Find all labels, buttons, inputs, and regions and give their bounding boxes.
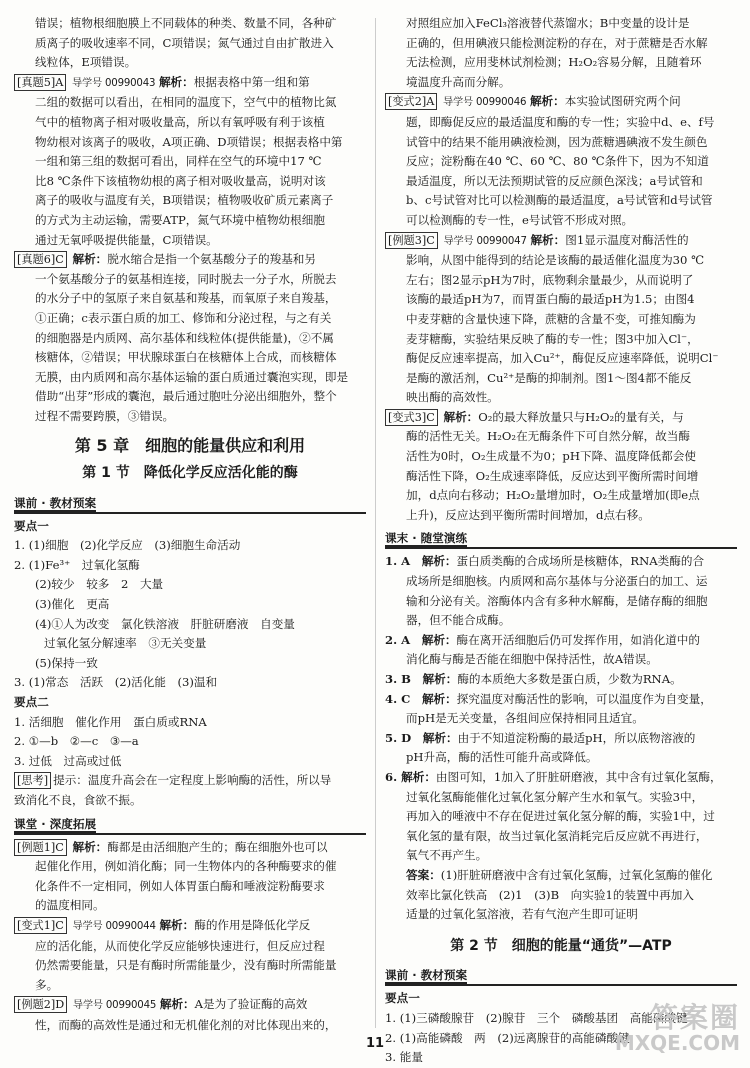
guide-number: 导学号 00990044 bbox=[72, 920, 156, 932]
right-column bbox=[385, 14, 737, 1068]
text-line: 脱水缩合是指一个氨基酸分子的羧基和另 bbox=[107, 252, 316, 267]
text-line: pH升高，酶的活性可能升高或降低。 bbox=[406, 750, 598, 765]
answer-line: 1. (1)细胞 (2)化学反应 (3)细胞生命活动 bbox=[14, 538, 241, 553]
text-line: 的水分子中的氢原子来自氨基和羧基，而氧原子来自羧基， bbox=[35, 291, 337, 306]
section-bar bbox=[385, 529, 737, 549]
text-line: 效率比氯化铁高 (2)1 (3)B 向实验1的装置中再加入 bbox=[406, 887, 694, 902]
text-line: 输和分泌有关。溶酶体内含有多种水解酶，是储存酶的细胞 bbox=[406, 593, 708, 608]
question-number: 5. D 解析： bbox=[385, 730, 458, 745]
key-point-heading: 要点二 bbox=[14, 695, 49, 709]
text-line: 多。 bbox=[35, 977, 59, 992]
question-4 bbox=[385, 690, 737, 710]
section-bar-label: 课前 · 教材预案 bbox=[385, 968, 467, 985]
analysis-label: 解析： bbox=[72, 252, 108, 267]
text-line: 过程不需要跨膜，③错误。 bbox=[35, 408, 175, 423]
text-line: 由于不知道淀粉酶的最适pH，所以底物溶液的 bbox=[457, 730, 696, 745]
analysis-label: 解析： bbox=[529, 94, 565, 109]
text-line: 酶的活性无关。H₂O₂在无酶条件下可自然分解，故当酶 bbox=[406, 429, 690, 444]
answer-line: 1. (1)三磷酸腺苷 (2)腺苷 三个 磷酸基团 高能磷酸键 bbox=[385, 1010, 688, 1025]
think-item bbox=[14, 771, 366, 791]
text-line: 仍然需要能量，只是有酶时所需能量少，没有酶时所需能量 bbox=[35, 958, 337, 973]
text-line: 化条件不一定相同，例如人体胃蛋白酶和唾液淀粉酶要求 bbox=[35, 878, 325, 893]
answer-line: (2)较少 较多 2 大量 bbox=[35, 577, 164, 592]
text-line: 中麦芽糖的含量快速下降，蔗糖的含量不变，可推知酶为 bbox=[406, 311, 696, 326]
answer-line: (5)保持一致 bbox=[35, 655, 98, 670]
text-line: A是为了验证酶的高效 bbox=[194, 997, 308, 1012]
item-tag: [变式1]C bbox=[14, 917, 67, 934]
text-line: 左右；图2显示pH为7时，底物剩余量最少，从而说明了 bbox=[406, 272, 694, 287]
item-tag: [例题1]C bbox=[14, 839, 67, 856]
chapter-title: 第 5 章 细胞的能量供应和利用 bbox=[74, 436, 306, 456]
text-line: 氧化氢的量有限，故当过氧化氢消耗完后反应就不再进行， bbox=[406, 828, 708, 843]
text-line: 的温度相同。 bbox=[35, 898, 105, 913]
item-tag: [思考] bbox=[14, 772, 51, 789]
text-line: 借助“出芽”形成的囊泡，最后通过胞吐分泌出细胞外，整个 bbox=[35, 389, 337, 404]
answer-line: 2. ①—b ②—c ③—a bbox=[14, 734, 139, 749]
text-line: 适量的过氧化氢溶液，若有气泡产生即可证明 bbox=[406, 907, 638, 922]
text-line: 二组的数据可以看出，在相同的温度下，空气中的植物比氮 bbox=[35, 95, 337, 110]
section-title: 第 2 节 细胞的能量“通货”—ATP bbox=[450, 937, 672, 954]
text-line: 消化酶与酶是否能在细胞中保持活性，故A错误。 bbox=[406, 652, 658, 667]
answer-line: 2. (1)Fe³⁺ 过氧化氢酶 bbox=[14, 557, 140, 572]
text-line: 气中的植物离子相对吸收量高，所以有氧呼吸有利于该植 bbox=[35, 114, 325, 129]
text-line: 提示：温度升高会在一定程度上影响酶的活性，所以导 bbox=[53, 773, 332, 788]
answer-label: 答案： bbox=[406, 867, 441, 882]
analysis-label: 解析： bbox=[159, 997, 195, 1012]
variant-item-1 bbox=[14, 916, 366, 937]
section-bar-label: 课堂 · 深度拓展 bbox=[14, 817, 96, 834]
text-line: 蛋白质类酶的合成场所是核糖体，RNA类酶的合 bbox=[456, 554, 705, 569]
watermark-text: 答案圈 bbox=[649, 1001, 740, 1034]
section-bar-label: 课末 · 随堂演练 bbox=[385, 531, 467, 548]
text-line: 麦芽糖酶，实验结果反映了酶的专一性；图3中加入Cl⁻， bbox=[406, 331, 699, 346]
guide-number: 导学号 00990047 bbox=[443, 235, 527, 247]
item-tag: [真题5]A bbox=[14, 74, 66, 91]
item-tag: [例题2]D bbox=[14, 996, 67, 1013]
text-line: (1)肝脏研磨液中含有过氧化氢酶，过氧化氢酶的催化 bbox=[440, 867, 713, 882]
answer-line: 3. 能量 bbox=[385, 1050, 423, 1065]
text-line: 酶活性下降，O₂生成速率降低，反应达到平衡所需时间增 bbox=[406, 468, 699, 483]
text-line: 酶的本质绝大多数是蛋白质，少数为RNA。 bbox=[457, 672, 682, 686]
variant-item-2 bbox=[385, 92, 737, 113]
item-tag: [变式2]A bbox=[385, 93, 437, 110]
question-number: 3. B 解析： bbox=[385, 672, 458, 686]
text-line: 试管中的结果不能用碘液检测，因为蔗糖遇碘液不发生颜色 bbox=[406, 134, 708, 149]
text-line: O₂的最大释放量只与H₂O₂的量有关，与 bbox=[478, 409, 684, 424]
left-column bbox=[14, 14, 366, 1036]
text-line: 再加入的唾液中不存在促进过氧化氢分解的酶，实验1中，过 bbox=[406, 809, 715, 824]
question-6 bbox=[385, 768, 737, 788]
analysis-label: 解析： bbox=[72, 839, 108, 854]
guide-number: 导学号 00990046 bbox=[443, 97, 527, 109]
text-line: 器，但不能合成酶。 bbox=[406, 613, 511, 628]
text-line: 无膜，由内质网和高尔基体运输的蛋白质通过囊泡实现，即是 bbox=[35, 369, 349, 384]
text-line: 根据表格中第一组和第 bbox=[193, 74, 310, 89]
text-line: 一组和第三组的数据可看出，同样在空气的环境中17 ℃ bbox=[35, 154, 322, 169]
question-number: 6. 解析： bbox=[385, 769, 436, 784]
text-line: 线粒体，E项错误。 bbox=[35, 55, 137, 70]
key-point-heading: 要点一 bbox=[14, 518, 49, 533]
text-line: 氧气不再产生。 bbox=[406, 848, 488, 863]
text-line: 是酶的激活剂，Cu²⁺是酶的抑制剂。图1～图4都不能反 bbox=[406, 370, 692, 385]
section-bar bbox=[14, 815, 366, 835]
variant-item-3 bbox=[385, 408, 737, 428]
text-line: 而pH是无关变量，各组间应保持相同且适宜。 bbox=[406, 711, 644, 726]
text-line: 通过无氧呼吸提供能量，C项错误。 bbox=[35, 232, 218, 247]
question-3 bbox=[385, 670, 737, 690]
question-number: 2. A 解析： bbox=[385, 632, 457, 647]
answer-line: (3)催化 更高 bbox=[35, 597, 110, 612]
analysis-label: 解析： bbox=[443, 409, 479, 424]
text-line: 图1显示温度对酶活性的 bbox=[565, 232, 689, 247]
text-line: 探究温度对酶活性的影响，可以温度作为自变量， bbox=[456, 691, 712, 706]
watermark-logo bbox=[590, 1003, 740, 1055]
text-line: 酶都是由活细胞产生的；酶在细胞外也可以 bbox=[107, 839, 328, 854]
text-line: 酶的作用是降低化学反 bbox=[194, 917, 311, 932]
text-line: 性，而酶的高效性是通过和无机催化剂的对比体现出来的， bbox=[35, 1017, 337, 1032]
text-line: 境温度升高而分解。 bbox=[406, 74, 511, 89]
column-divider bbox=[375, 18, 376, 1028]
text-line: 质离子的吸收速率不同，C项错误；氮气通过自由扩散进入 bbox=[35, 35, 334, 50]
text-line: 加，d点向右移动；H₂O₂量增加时，O₂生成量增加(即e点 bbox=[406, 488, 700, 503]
text-line: 过氧化氢酶能催化过氧化氢分解产生水和氧气。实验3中， bbox=[406, 789, 704, 804]
answer-line: 3. 过低 过高或过低 bbox=[14, 753, 122, 768]
exam-item-6 bbox=[14, 250, 366, 270]
section-bar bbox=[385, 966, 737, 986]
text-line: 反应；淀粉酶在40 ℃、60 ℃、80 ℃条件下，因为不知道 bbox=[406, 154, 709, 169]
text-line: 最适温度，所以无法预期试管的反应颜色深浅；a号试管和 bbox=[406, 173, 703, 188]
text-line: 题，即酶促反应的最适温度和酶的专一性；实验中d、e、f号 bbox=[406, 114, 715, 129]
analysis-label: 解析： bbox=[159, 917, 195, 932]
text-line: 成场所是细胞核。内质网和高尔基体与分泌蛋白的加工、运 bbox=[406, 574, 708, 589]
text-line: ①正确；c表示蛋白质的加工、修饰和分泌过程，与之有关 bbox=[35, 310, 332, 325]
text-line: 上升)，反应达到平衡所需时间增加，d点右移。 bbox=[406, 507, 650, 522]
text-line: 酶在离开活细胞后仍可发挥作用，如消化道中的 bbox=[456, 632, 700, 647]
example-item-3 bbox=[385, 231, 737, 252]
item-tag: [变式3]C bbox=[385, 409, 438, 426]
guide-number: 导学号 00990045 bbox=[72, 1000, 157, 1012]
section-bar-label: 课前 · 教材预案 bbox=[14, 496, 96, 513]
question-5 bbox=[385, 729, 737, 749]
item-tag: [真题6]C bbox=[14, 251, 67, 268]
example-item-2 bbox=[14, 995, 366, 1016]
question-1 bbox=[385, 552, 737, 572]
text-line: 活性为0时，O₂生成量不为0；pH下降、温度降低都会使 bbox=[406, 449, 696, 464]
answer-line: (4)①人为改变 氯化铁溶液 肝脏研磨液 自变量 bbox=[35, 616, 295, 631]
answer-block bbox=[385, 866, 737, 886]
text-line: 正确的，但用碘液只能检测淀粉的存在，对于蔗糖是否水解 bbox=[406, 35, 708, 50]
text-line: 物幼根对该离子的吸收，A项正确、D项错误；根据表格中第 bbox=[35, 134, 343, 149]
answer-line: 2. (1)高能磷酸 两 (2)远离腺苷的高能磷酸键 bbox=[385, 1030, 630, 1045]
section-bar bbox=[14, 494, 366, 514]
answer-line: 1. 活细胞 催化作用 蛋白质或RNA bbox=[14, 714, 207, 729]
page-number: 11 bbox=[365, 1036, 385, 1051]
answer-line: 3. (1)常态 活跃 (2)活化能 (3)温和 bbox=[14, 675, 218, 690]
answer-line: 过氧化氢分解速率 ③无关变量 bbox=[44, 636, 207, 651]
text-line: 核糖体，②错误；甲状腺球蛋白在核糖体上合成，而核糖体 bbox=[35, 350, 337, 365]
text-line: b、c号试管对比可以检测酶的最适温度，a号试管和d号试管 bbox=[406, 193, 713, 208]
text-line: 酶促反应速率提高，加入Cu²⁺，酶促反应速率降低，说明Cl⁻ bbox=[406, 351, 719, 366]
guide-number: 导学号 00990043 bbox=[72, 77, 156, 89]
watermark-url: MXQE.COM bbox=[614, 1031, 740, 1055]
text-line: 比8 ℃条件下该植物幼根的离子相对吸收量高，说明对该 bbox=[35, 173, 326, 188]
text-line: 无法检测，应用斐林试剂检测；H₂O₂容易分解，且随着环 bbox=[406, 55, 702, 70]
analysis-label: 解析： bbox=[530, 232, 566, 247]
text-line: 一个氨基酸分子的氨基相连接，同时脱去一分子水，所脱去 bbox=[35, 271, 337, 286]
text-line: 影响，从图中能得到的结论是该酶的最适催化温度为30 ℃ bbox=[406, 253, 705, 268]
example-item-1 bbox=[14, 838, 366, 858]
text-line: 离子的吸收与温度有关，B项错误；植物吸收矿质元素离子 bbox=[35, 193, 334, 208]
text-line: 本实验试图研究两个问 bbox=[564, 94, 681, 109]
text-line: 映出酶的高效性。 bbox=[406, 390, 499, 405]
question-number: 1. A 解析： bbox=[385, 554, 457, 569]
analysis-label: 解析： bbox=[158, 74, 194, 89]
question-number: 4. C 解析： bbox=[385, 691, 457, 706]
text-line: 该酶的最适pH为7，而胃蛋白酶的最适pH为1.5；由图4 bbox=[406, 292, 695, 307]
text-line: 由图可知，1加入了肝脏研磨液，其中含有过氧化氢酶， bbox=[435, 769, 722, 784]
key-point-heading: 要点一 bbox=[385, 991, 420, 1006]
section-title: 第 1 节 降低化学反应活化能的酶 bbox=[82, 465, 298, 482]
text-line: 的细胞器是内质网、高尔基体和线粒体(提供能量)，②不属 bbox=[35, 330, 334, 345]
text-line: 应的活化能，从而使化学反应能够快速进行，但反应过程 bbox=[35, 938, 325, 953]
text-line: 对照组应加入FeCl₃溶液替代蒸馏水；B中变量的设计是 bbox=[406, 16, 690, 30]
text-line: 的方式为主动运输，需要ATP，氮气环境中植物幼根细胞 bbox=[35, 212, 325, 227]
text-line: 错误；植物根细胞膜上不同载体的种类、数量不同，各种矿 bbox=[35, 16, 337, 30]
text-line: 可以检测酶的专一性，e号试管不形成对照。 bbox=[406, 212, 634, 227]
text-line: 起催化作用，例如消化酶；同一生物体内的各种酶要求的催 bbox=[35, 859, 337, 874]
question-2 bbox=[385, 631, 737, 651]
text-line: 致消化不良，食欲不振。 bbox=[14, 792, 142, 807]
item-tag: [例题3]C bbox=[385, 232, 438, 249]
exam-item-5 bbox=[14, 73, 366, 94]
